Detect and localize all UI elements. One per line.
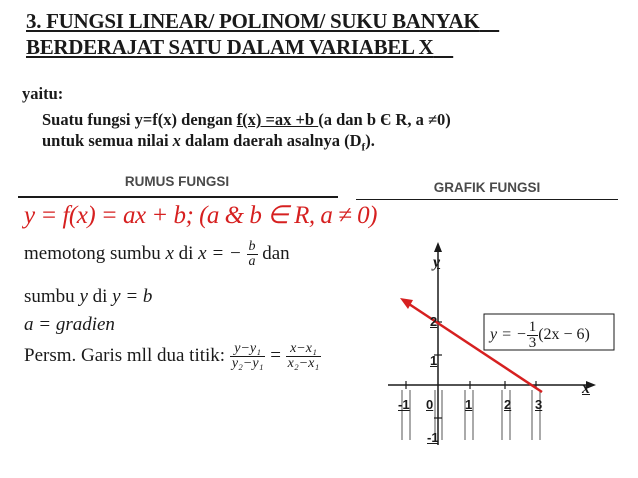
tick-y-neg1: -1 [427,430,439,445]
tick-x-0: 0 [426,397,434,412]
rumus-divider [18,196,338,198]
rumus-line2: sumbu y di y = b [24,286,153,307]
line-arrow-icon [400,298,413,309]
y-axis-arrow-icon [434,242,442,252]
tick-x-neg1: -1 [398,397,410,412]
axis-label-x: x [582,380,590,397]
rumus-line4: Persm. Garis mll dua titik: $\frac{\text{y−y₁}}{\text{y₂−y₁}}$ = $\frac{\text{x−x₁}}{\text{x₂−x₁}}$ [24,341,320,371]
tick-y-2: 2 [430,314,438,329]
page-title-line1: 3. FUNGSI LINEAR/ POLINOM/ SUKU BANYAK [26,9,480,33]
axis-label-y: y [433,254,441,271]
rumus-line3: a = gradien [24,314,115,335]
intro-label: yaitu: [22,84,64,103]
intro-line1: Suatu fungsi y=f(x) dengan f(x) =ax +b (a dan b Є R, a ≠0) [42,110,451,129]
rumus-main-formula: y = f(x) = ax + b; (a & b ∈ R, a ≠ 0) [24,202,377,229]
page-title-line2: BERDERAJAT SATU DALAM VARIABEL X [26,35,434,59]
graph-equation: y = − $\frac{1}{3}$ (2x − 6) [490,319,590,351]
tick-x-3: 3 [535,397,543,412]
tick-x-1: 1 [465,397,473,412]
tick-y-1: 1 [430,353,438,368]
grafik-heading: GRAFIK FUNGSI [433,180,541,195]
intro-line2: untuk semua nilai x dalam daerah asalnya $(D_f)$. [42,131,375,154]
grafik-divider [356,199,618,200]
rumus-line1: memotong sumbu x di x = − $\frac{b}{a}$ dan [24,239,290,269]
tick-x-2: 2 [504,397,512,412]
rumus-heading: RUMUS FUNGSI [124,174,230,189]
